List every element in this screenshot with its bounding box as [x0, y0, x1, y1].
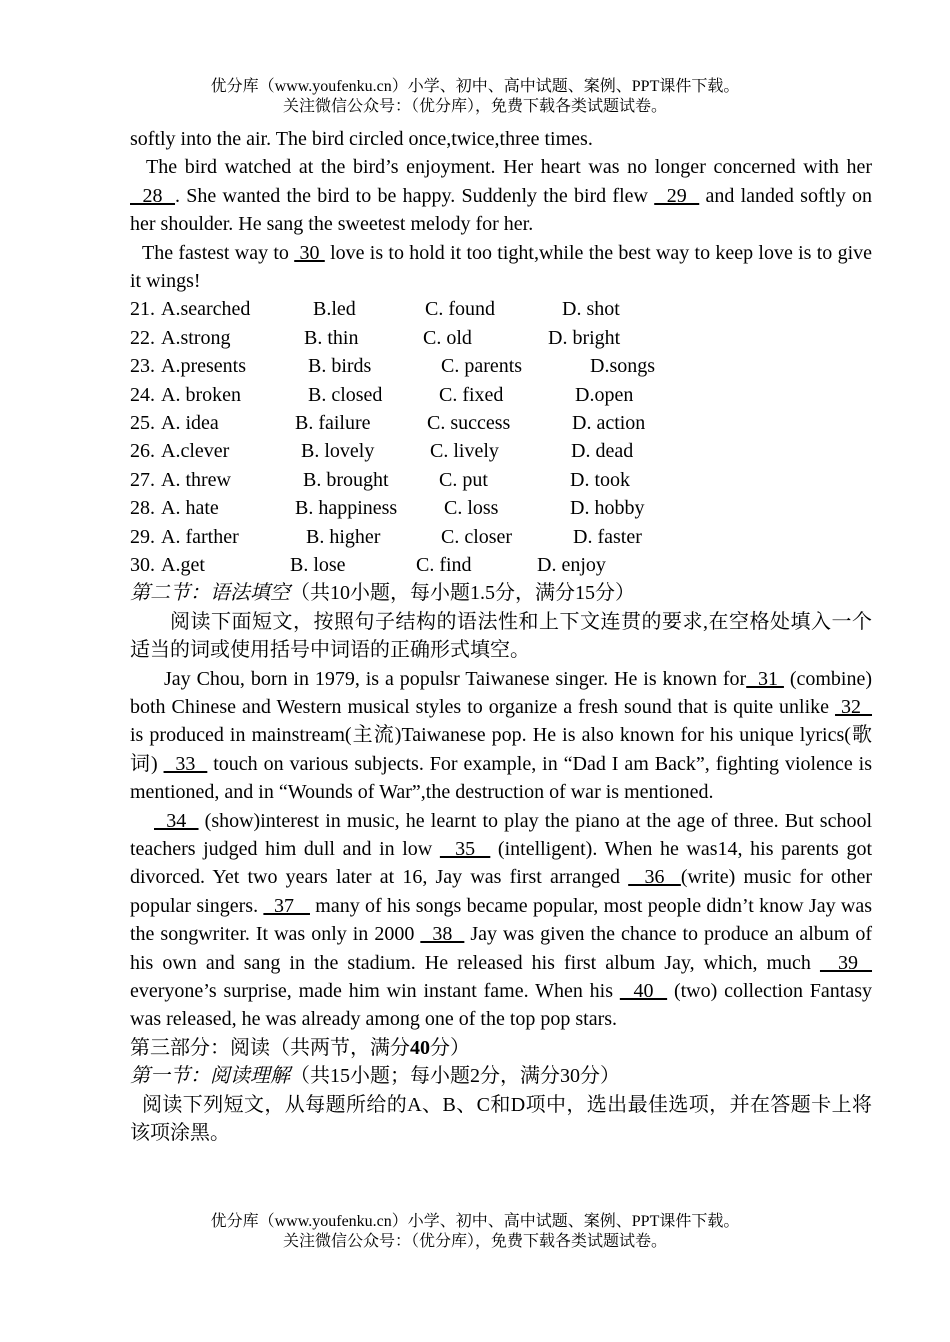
option-b: B. lovely [301, 440, 375, 463]
option-d: D. bright [548, 326, 621, 349]
document-body [130, 125, 872, 1147]
option-b: B. failure [295, 412, 371, 434]
option-a: A. threw [161, 468, 231, 491]
option-a: A. hate [161, 497, 219, 520]
question-number: 24. [130, 383, 155, 406]
page-footer [0, 1212, 950, 1252]
text-run: and landed softly on her shoulder. He sang the sweetest melody for her. [130, 184, 872, 236]
header-line-2: 关注微信公众号：（优分库），免费下载各类试题试卷。 [282, 98, 667, 115]
question-number: 27. [130, 468, 155, 491]
option-c: C. success [427, 412, 511, 434]
option-c: C. old [423, 326, 472, 349]
option-d: D. dead [571, 440, 634, 463]
passage-paragraph [130, 239, 872, 296]
part-3-score: 40 [410, 1036, 430, 1059]
option-b: B.led [313, 298, 356, 321]
passage-paragraph [130, 153, 872, 238]
option-row-25 [130, 409, 872, 437]
options-list [130, 295, 872, 579]
text-run: many of his songs became popular, most people didn’t know Jay was the songwriter. It was only in 2000 [130, 894, 872, 946]
blank-32: 32 [835, 695, 872, 718]
question-number: 26. [130, 440, 155, 463]
option-c: C. lively [430, 440, 499, 463]
option-a: A. idea [161, 412, 219, 434]
part-3-subtitle-rest: （共15小题；每小题2分，满分30分） [290, 1065, 620, 1088]
part-3-title [130, 1034, 872, 1062]
option-d: D. action [572, 412, 646, 434]
option-row-29 [130, 523, 872, 551]
option-d: D. took [570, 468, 630, 491]
text-run: everyone’s surprise, made him win instant fame. When his [130, 980, 620, 1003]
option-row-22 [130, 324, 872, 352]
option-a: A.get [161, 553, 205, 576]
header-line-1: 优分库（www.youfenku.cn）小学、初中、高中试题、案例、PPT课件下载。 [210, 78, 740, 95]
option-c: C. parents [441, 355, 523, 378]
option-c: C. put [439, 468, 488, 491]
option-d: D. enjoy [537, 553, 606, 576]
passage-continuation-line: softly into the air. The bird circled once,twice,three times. [130, 128, 593, 150]
question-number: 29. [130, 525, 155, 548]
blank-28: 28 [130, 184, 176, 207]
part-3-subtitle [130, 1062, 872, 1090]
section-2-title-rest: （共10小题，每小题1.5分，满分15分） [290, 582, 635, 605]
option-row-26 [130, 437, 872, 465]
text-run: touch on various subjects. For example, in “Dad I am Back”, fighting violence is mentioned, and in “Wounds of War”,the destruction of war is mentioned. [130, 752, 872, 804]
option-a: A.searched [161, 298, 251, 321]
option-row-23 [130, 352, 872, 380]
option-a: A.clever [161, 440, 230, 463]
option-d: D. faster [573, 525, 642, 548]
text-run: love is to hold it too tight,while the best way to keep love is to give it wings! [130, 241, 872, 293]
blank-31: 31 [746, 667, 784, 690]
option-c: C. loss [444, 497, 499, 520]
option-a: A.presents [161, 355, 246, 378]
question-number: 22. [130, 326, 155, 349]
option-b: B. happiness [295, 497, 398, 520]
text-run: The bird watched at the bird’s enjoyment. Her heart was no longer concerned with her [146, 156, 872, 179]
option-d: D. hobby [570, 497, 645, 520]
text-run: . She wanted the bird to be happy. Suddenly the bird flew [175, 184, 655, 207]
part-3-instruction: 阅读下列短文，从每题所给的A、B、C和D项中，选出最佳选项，并在答题卡上将该项涂黑。 [130, 1093, 872, 1145]
text-run: (show)interest in music, he learnt to play the piano at the age of three. But school teachers judged him dull and in low [130, 809, 873, 860]
option-d: D.songs [590, 355, 656, 378]
part-3-title-text: 分） [430, 1036, 470, 1059]
option-c: C. found [425, 298, 495, 321]
option-b: B. thin [304, 326, 359, 349]
blank-39: 39 [819, 951, 873, 974]
option-a: A. farther [161, 525, 239, 548]
question-number: 21. [130, 298, 155, 321]
option-b: B. brought [303, 468, 389, 491]
option-b: B. higher [306, 525, 381, 548]
option-a: A.strong [161, 326, 231, 349]
option-row-21 [130, 295, 872, 323]
blank-36: 36 [628, 866, 681, 889]
question-number: 25. [130, 412, 155, 434]
option-c: C. fixed [439, 383, 504, 406]
option-d: D. shot [562, 298, 620, 321]
footer-line-1: 优分库（www.youfenku.cn）小学、初中、高中试题、案例、PPT课件下载。 [210, 1213, 740, 1230]
blank-38: 38 [420, 923, 465, 946]
text-run: The fastest way to [142, 241, 295, 264]
option-row-24 [130, 381, 872, 409]
part-3-title-text: 第三部分：阅读（共两节，满分 [130, 1036, 410, 1059]
text-run: Jay Chou, born in 1979, is a populsr Taiwanese singer. He is known for [164, 667, 747, 690]
blank-29: 29 [654, 184, 700, 207]
part-3-subtitle-italic: 第一节：阅读理解 [130, 1065, 290, 1088]
blank-33: 33 [163, 752, 208, 775]
blank-34: 34 [154, 809, 199, 832]
question-number: 30. [130, 553, 155, 576]
section-2-instruction: 阅读下面短文，按照句子结构的语法性和上下文连贯的要求,在空格处填入一个适当的词或使用括号中词语的正确形式填空。 [130, 610, 872, 662]
footer-line-2: 关注微信公众号：（优分库），免费下载各类试题试卷。 [282, 1233, 667, 1250]
blank-35: 35 [439, 838, 491, 860]
option-a: A. broken [161, 383, 241, 406]
question-number: 28. [130, 497, 155, 520]
page-header [0, 77, 950, 117]
blank-40: 40 [619, 980, 668, 1003]
section-2-title-italic: 第二节：语法填空 [130, 582, 290, 605]
option-b: B. birds [308, 355, 372, 378]
blank-30: 30 [294, 241, 325, 264]
option-b: B. closed [308, 383, 383, 406]
section-2-title [130, 579, 872, 607]
option-row-28 [130, 494, 872, 522]
text-run: (two) collection Fantasy was released, he was already among one of the top pop stars. [130, 980, 872, 1031]
text-run: (write) music for other popular singers. [130, 866, 873, 917]
blank-37: 37 [263, 894, 310, 917]
option-row-30 [130, 551, 872, 579]
text-run: is produced in mainstream(主流)Taiwanese pop. He is also known for his unique lyrics(歌词) [130, 724, 872, 775]
grammar-paragraph-1 [130, 665, 872, 807]
option-row-27 [130, 466, 872, 494]
option-b: B. lose [290, 553, 346, 576]
text-run: Jay was given the chance to produce an album of his own and sang in the stadium. He released his first album Jay, which, much [130, 923, 873, 974]
option-c: C. closer [441, 525, 513, 548]
question-number: 23. [130, 355, 155, 378]
text-run: (intelligent). When he was14, his parents got divorced. Yet two years later at 16, Jay was first arranged [130, 838, 873, 889]
grammar-paragraph-2 [130, 807, 872, 1034]
text-run: (combine) both Chinese and Western musical styles to organize a fresh sound that is quite unlike [130, 667, 873, 718]
option-d: D.open [575, 383, 634, 406]
option-c: C. find [416, 553, 472, 576]
